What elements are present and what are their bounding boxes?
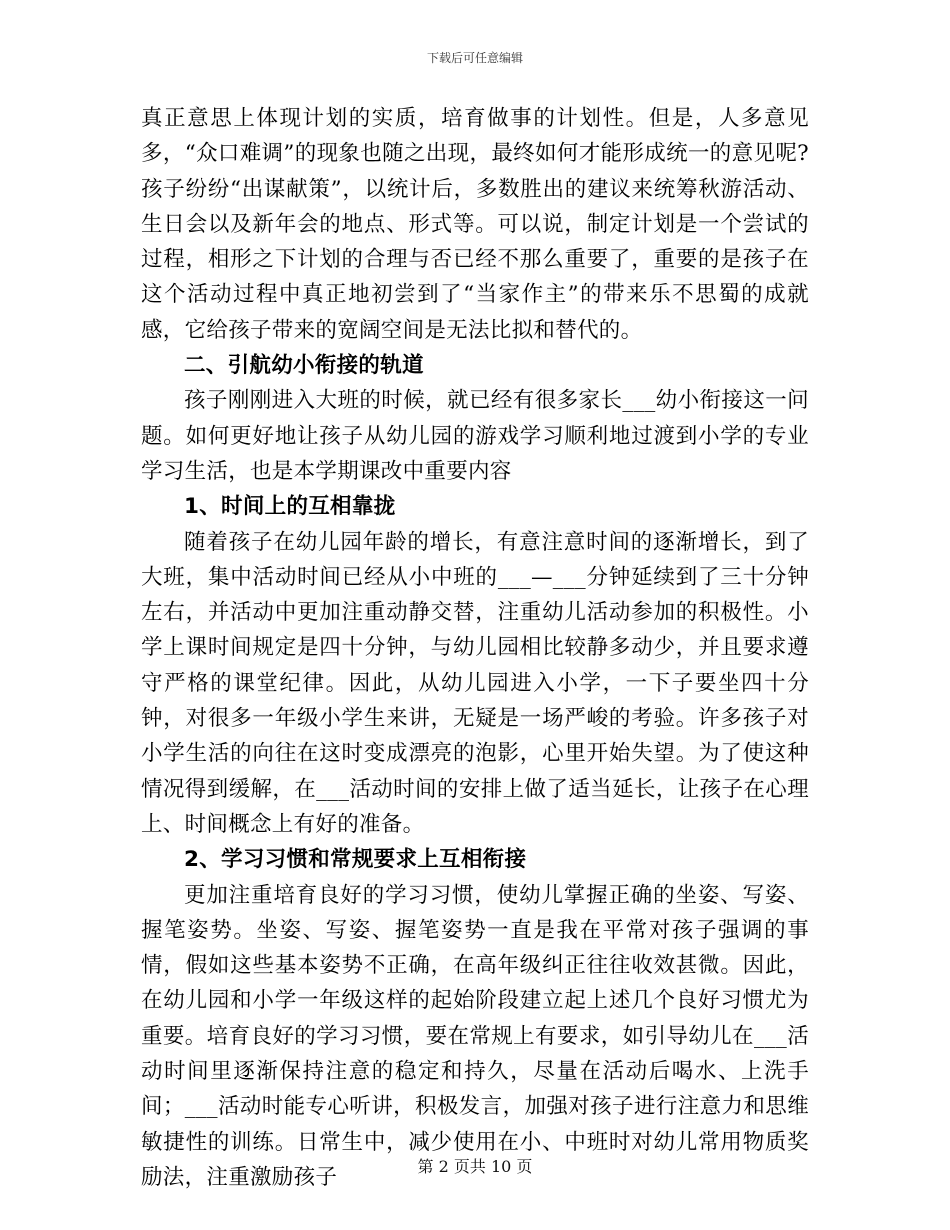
page-footer: 第 2 页共 10 页 [417, 1157, 533, 1176]
paragraph-2: 孩子刚刚进入大班的时候，就已经有很多家长___幼小衔接这一问题。如何更好地让孩子从幼儿园的游戏学习顺利地过渡到小学的专业学习生活，也是本学期课改中重要内容 [141, 388, 809, 484]
document-body [141, 101, 809, 1195]
page-header: 下载后可任意编辑 [426, 51, 523, 65]
paragraph-4: 更加注重培育良好的学习习惯，使幼儿掌握正确的坐姿、写姿、握笔姿势。坐姿、写姿、握笔姿势一直是我在平常对孩子强调的事情，假如这些基本姿势不正确，在高年级纠正往往收效甚微。因此，在幼儿园和小学一年级这样的起始阶段建立起上述几个良好习惯尤为重要。培育良好的学习习惯，要在常规上有要求，如引导幼儿在___活动时间里逐渐保持注意的稳定和持久，尽量在活动后喝水、上洗手间；___活动时能专心听讲，积极发言，加强对孩子进行注意力和思维敏捷性的训练。日常生中，减少使用在小、中班时对幼儿常用物质奖励法，注重激励孩子 [141, 882, 809, 1190]
paragraph-1: 真正意思上体现计划的实质，培育做事的计划性。但是，人多意见多，“众口难调”的现象也随之出现，最终如何才能形成统一的意见呢?孩子纷纷“出谋献策”，以统计后，多数胜出的建议来统筹秋游活动、生日会以及新年会的地点、形式等。可以说，制定计划是一个尝试的过程，相形之下计划的合理与否已经不那么重要了，重要的是孩子在这个活动过程中真正地初尝到了“当家作主”的带来乐不思蜀的成就感，它给孩子带来的宽阔空间是无法比拟和替代的。 [141, 106, 809, 343]
section-heading-2: 二、引航幼小衔接的轨道 [184, 353, 424, 379]
subsection-heading-2: 2、学习习惯和常规要求上互相衔接 [184, 847, 527, 873]
paragraph-3: 随着孩子在幼儿园年龄的增长，有意注意时间的逐渐增长，到了大班，集中活动时间已经从小中班的___—___分钟延续到了三十分钟左右，并活动中更加注重动静交替，注重幼儿活动参加的积极性。小学上课时间规定是四十分钟，与幼儿园相比较静多动少，并且要求遵守严格的课堂纪律。因此，从幼儿园进入小学，一下子要坐四十分钟，对很多一年级小学生来讲，无疑是一场严峻的考验。许多孩子对小学生活的向往在这时变成漂亮的泡影，心里开始失望。为了使这种情况得到缓解，在___活动时间的安排上做了适当延长，让孩子在心理上、时间概念上有好的准备。 [141, 529, 809, 837]
subsection-heading-1: 1、时间上的互相靠拢 [184, 494, 396, 520]
